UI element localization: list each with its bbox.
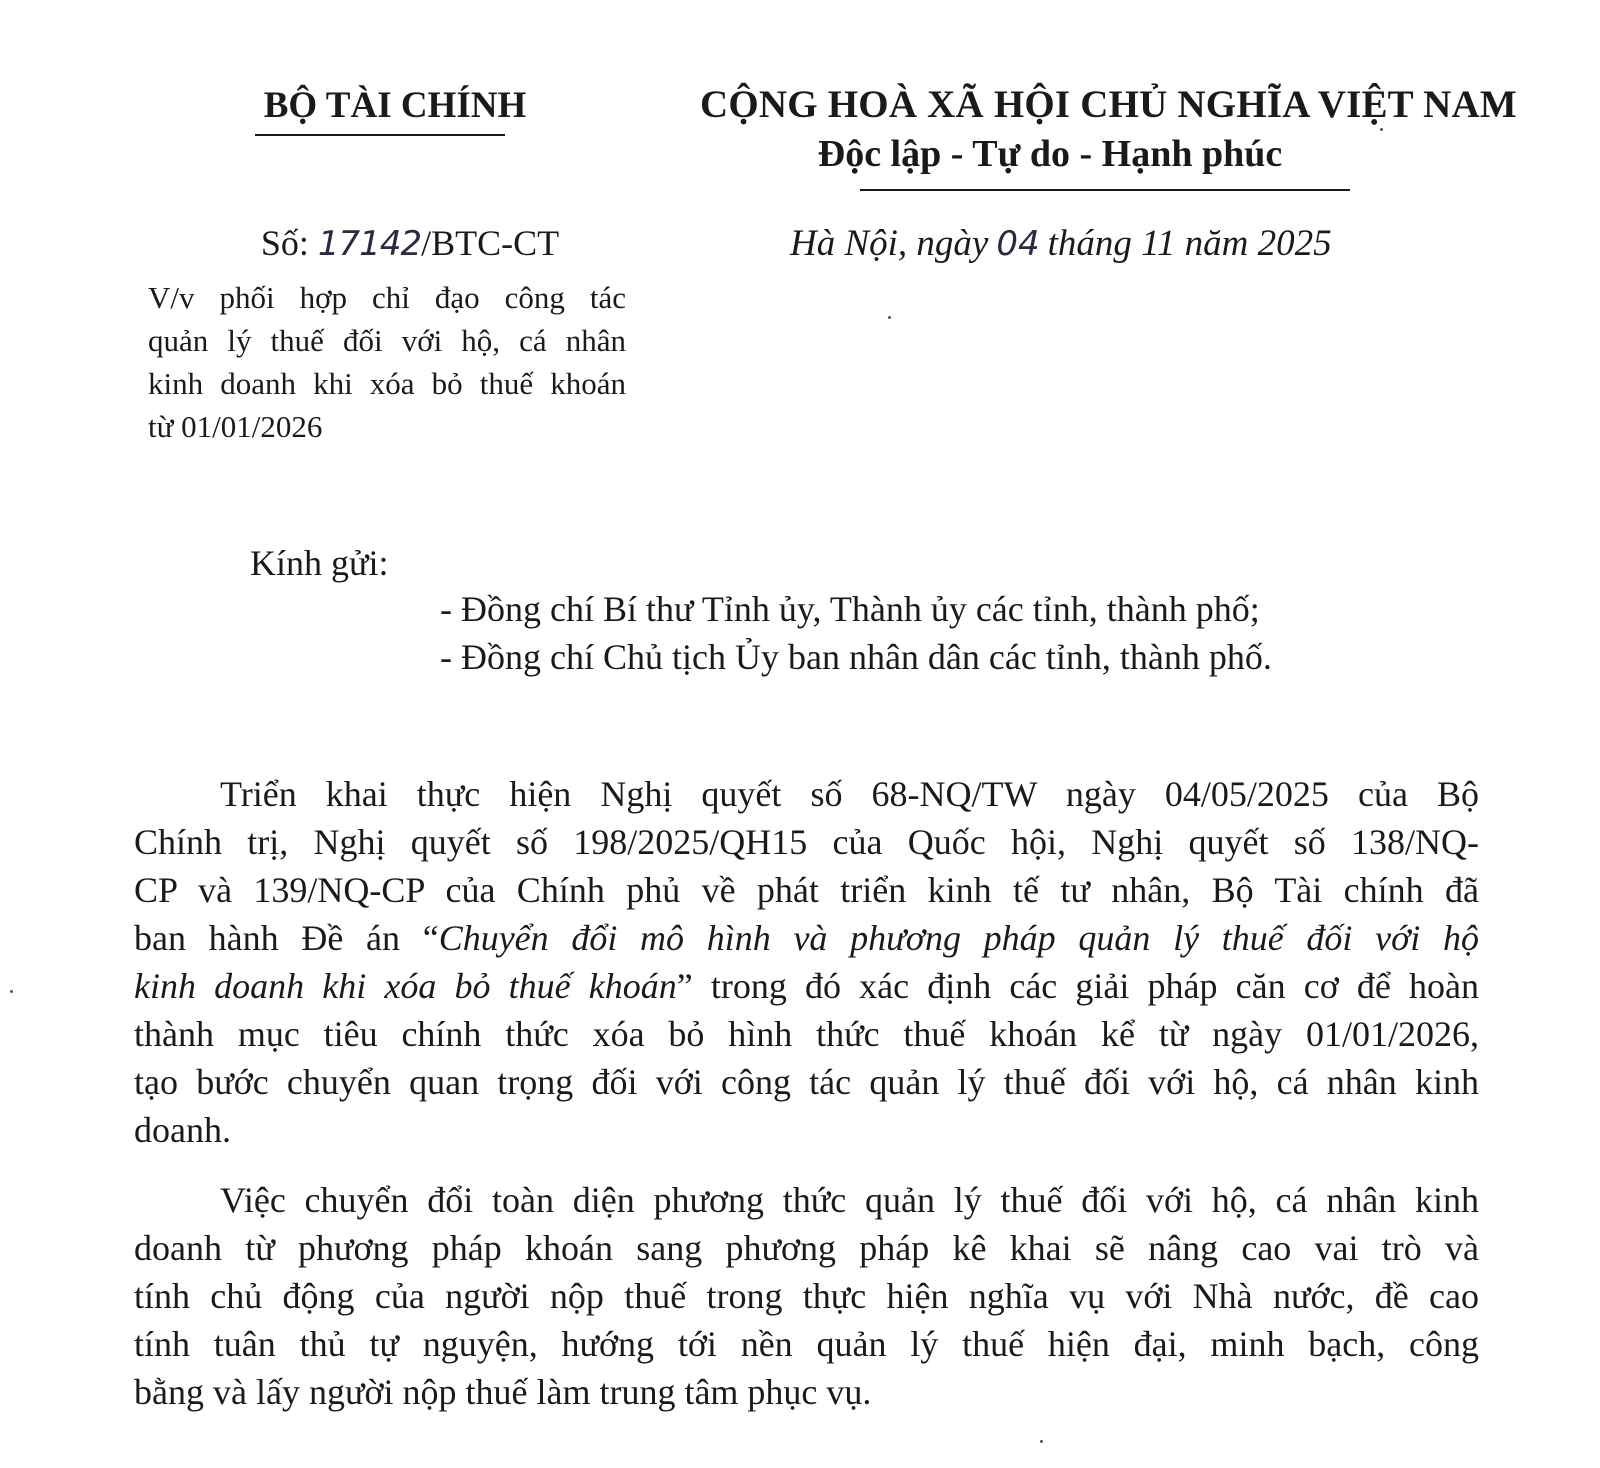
- date-line: [790, 222, 1490, 265]
- paragraph-line: bằng và lấy người nộp thuế làm trung tâm phục vụ.: [134, 1372, 872, 1412]
- document-number-suffix: /BTC-CT: [421, 223, 560, 263]
- line-text: ban hành Đề án “: [134, 918, 439, 958]
- subject-line: quản lý thuế đối với hộ, cá nhân: [148, 323, 626, 358]
- scan-speck: [1040, 1440, 1043, 1443]
- handwritten-day: 04: [996, 224, 1040, 264]
- subject-line: V/v phối hợp chỉ đạo công tác: [148, 280, 626, 315]
- paragraph-line: tạo bước chuyển quan trọng đối với công tác quản lý thuế đối với hộ, cá nhân kinh: [134, 1062, 1479, 1102]
- line-text: ” trong đó xác định các giải pháp căn cơ để hoàn: [676, 966, 1479, 1006]
- body-paragraph-2: [134, 1176, 1479, 1416]
- scan-speck: [10, 990, 13, 993]
- ministry-name: BỘ TÀI CHÍNH: [263, 85, 527, 126]
- subject-line: từ 01/01/2026: [148, 409, 323, 444]
- nation-title: CỘNG HOÀ XÃ HỘI CHỦ NGHĨA VIỆT NAM: [700, 83, 1517, 126]
- document-subject: [148, 276, 626, 448]
- paragraph-line: thành mục tiêu chính thức xóa bỏ hình thức thuế khoán kể từ ngày 01/01/2026,: [134, 1014, 1479, 1054]
- ministry-underline: [255, 134, 505, 136]
- paragraph-line: CP và 139/NQ-CP của Chính phủ về phát triển kinh tế tư nhân, Bộ Tài chính đã: [134, 870, 1479, 910]
- paragraph-line: Chính trị, Nghị quyết số 198/2025/QH15 của Quốc hội, Nghị quyết số 138/NQ-: [134, 822, 1479, 862]
- project-title-italic: kinh doanh khi xóa bỏ thuế khoán: [134, 966, 677, 1006]
- paragraph-line: tính tuân thủ tự nguyện, hướng tới nền quản lý thuế hiện đại, minh bạch, công: [134, 1324, 1479, 1364]
- scan-speck: [1380, 128, 1383, 131]
- paragraph-line: doanh.: [134, 1110, 231, 1150]
- date-month-year: tháng 11 năm 2025: [1047, 223, 1332, 264]
- paragraph-line: [134, 914, 1479, 962]
- national-motto: Độc lập - Tự do - Hạnh phúc: [817, 133, 1283, 175]
- recipient-2: - Đồng chí Chủ tịch Ủy ban nhân dân các tỉnh, thành phố.: [440, 637, 1272, 677]
- motto-underline: [860, 189, 1350, 191]
- document-number: [150, 222, 670, 264]
- paragraph-line: tính chủ động của người nộp thuế trong thực hiện nghĩa vụ với Nhà nước, đề cao: [134, 1276, 1479, 1316]
- document-number-prefix: Số:: [260, 223, 318, 263]
- paragraph-line: [134, 962, 1479, 1010]
- paragraph-line: Triển khai thực hiện Nghị quyết số 68-NQ/TW ngày 04/05/2025 của Bộ: [220, 774, 1479, 814]
- scan-speck: [888, 316, 891, 319]
- greeting: Kính gửi:: [250, 543, 389, 583]
- body-paragraph-1: [134, 770, 1479, 1154]
- handwritten-document-number: 17142: [317, 224, 422, 264]
- paragraph-line: Việc chuyển đổi toàn diện phương thức quản lý thuế đối với hộ, cá nhân kinh: [220, 1180, 1479, 1220]
- subject-line: kinh doanh khi xóa bỏ thuế khoán: [148, 366, 626, 401]
- project-title-italic: Chuyển đổi mô hình và phương pháp quản lý thuế đối với hộ: [438, 918, 1480, 958]
- date-place: Hà Nội, ngày: [790, 223, 989, 264]
- recipient-1: - Đồng chí Bí thư Tỉnh ủy, Thành ủy các tỉnh, thành phố;: [440, 589, 1260, 629]
- paragraph-line: doanh từ phương pháp khoán sang phương pháp kê khai sẽ nâng cao vai trò và: [134, 1228, 1479, 1268]
